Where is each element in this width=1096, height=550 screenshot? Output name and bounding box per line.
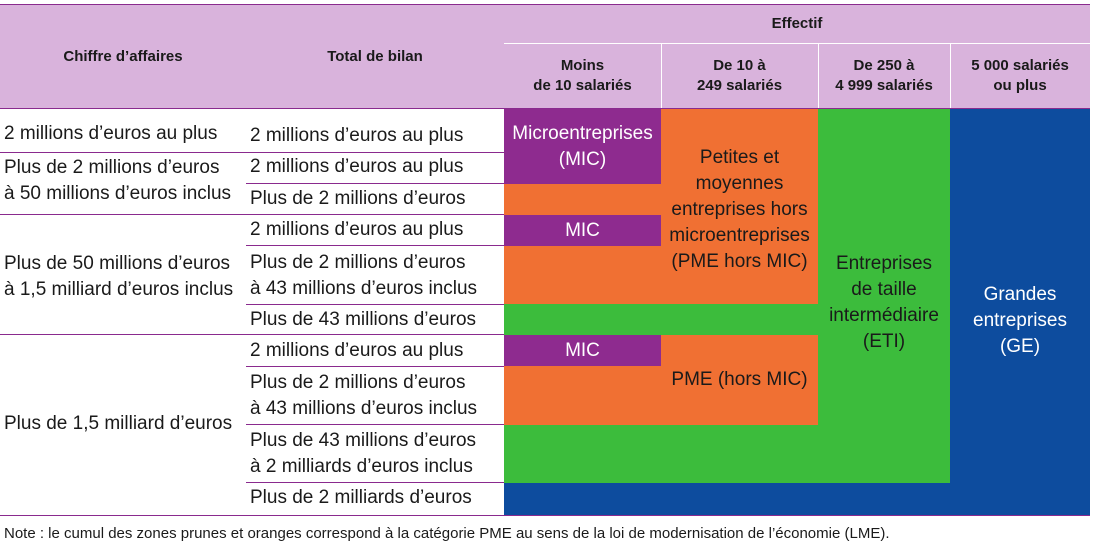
rule-ca-3 [0,334,246,335]
zone-orange-bottom-right [661,335,818,366]
footnote: Note : le cumul des zones prunes et oranges correspond à la catégorie PME au sens de la loi de modernisation de l’économie (LME). [4,525,890,542]
zone-green-bottom [504,425,950,483]
ca-group-4: Plus de 1,5 milliard d’euros [4,413,233,434]
rule-bilan-6 [246,334,504,335]
header-chiffre-affaires: Chiffre d’affaires [63,47,183,65]
ca-group-3: Plus de 50 millions d’euros à 1,5 milliard d’euros inclus [4,253,234,300]
zone-plum-mic-2: MIC [504,335,661,366]
zone-label-pme-short: PME (hors MIC) [671,369,808,390]
rule-bottom [0,515,1090,516]
rule-ca-1 [0,152,246,153]
zone-orange-row3 [504,184,661,215]
header-total-bilan: Total de bilan [327,47,423,65]
zone-plum-mic-1: MIC [504,215,661,246]
rule-bilan-1 [246,152,504,153]
zone-blue-bottom [504,483,1090,515]
bilan-row-7: 2 millions d’euros au plus [250,340,464,361]
zone-label-pme-hors-mic: Petites et moyennes entreprises hors microentreprises (PME hors MIC) [669,147,810,272]
zone-orange-row5 [504,246,661,304]
ca-group-2: Plus de 2 millions d’euros à 50 millions d’euros inclus [4,157,232,204]
header-250-4999: De 250 à 4 999 salariés [835,57,933,94]
bilan-row-10: Plus de 2 milliards d’euros [250,487,472,508]
zone-label-eti: Entreprises de taille intermédiaire (ETI) [829,253,939,352]
bilan-row-4: 2 millions d’euros au plus [250,219,464,240]
header-effectif: Effectif [771,15,823,32]
rule-bilan-8 [246,424,504,425]
bilan-row-3: Plus de 2 millions d’euros [250,188,466,209]
rule-bilan-2 [246,183,504,184]
bilan-row-9: Plus de 43 millions d’euros à 2 milliards d’euros inclus [250,430,477,477]
rule-bilan-5 [246,304,504,305]
rule-bilan-9 [246,482,504,483]
rule-ca-2 [0,214,246,215]
ca-group-1: 2 millions d’euros au plus [4,123,218,144]
bilan-row-2: 2 millions d’euros au plus [250,156,464,177]
zone-plum-mic-full: Microentreprises (MIC) [504,109,661,184]
bilan-row-6: Plus de 43 millions d’euros [250,309,477,330]
rule-bilan-3 [246,214,504,215]
header-10-249: De 10 à 249 salariés [696,57,783,94]
bilan-row-5: Plus de 2 millions d’euros à 43 millions d’euros inclus [250,252,478,299]
header-moins-10: Moins de 10 salariés [533,57,632,94]
bilan-row-8: Plus de 2 millions d’euros à 43 millions d’euros inclus [250,372,478,419]
zone-label-ge: Grandes entreprises (GE) [973,284,1067,357]
rule-top [0,4,1090,5]
bilan-row-1: 2 millions d’euros au plus [250,125,464,146]
rule-bilan-7 [246,366,504,367]
zone-green-mid [504,304,818,335]
rule-bilan-4 [246,245,504,246]
header-5000: 5 000 salariés ou plus [971,57,1069,94]
